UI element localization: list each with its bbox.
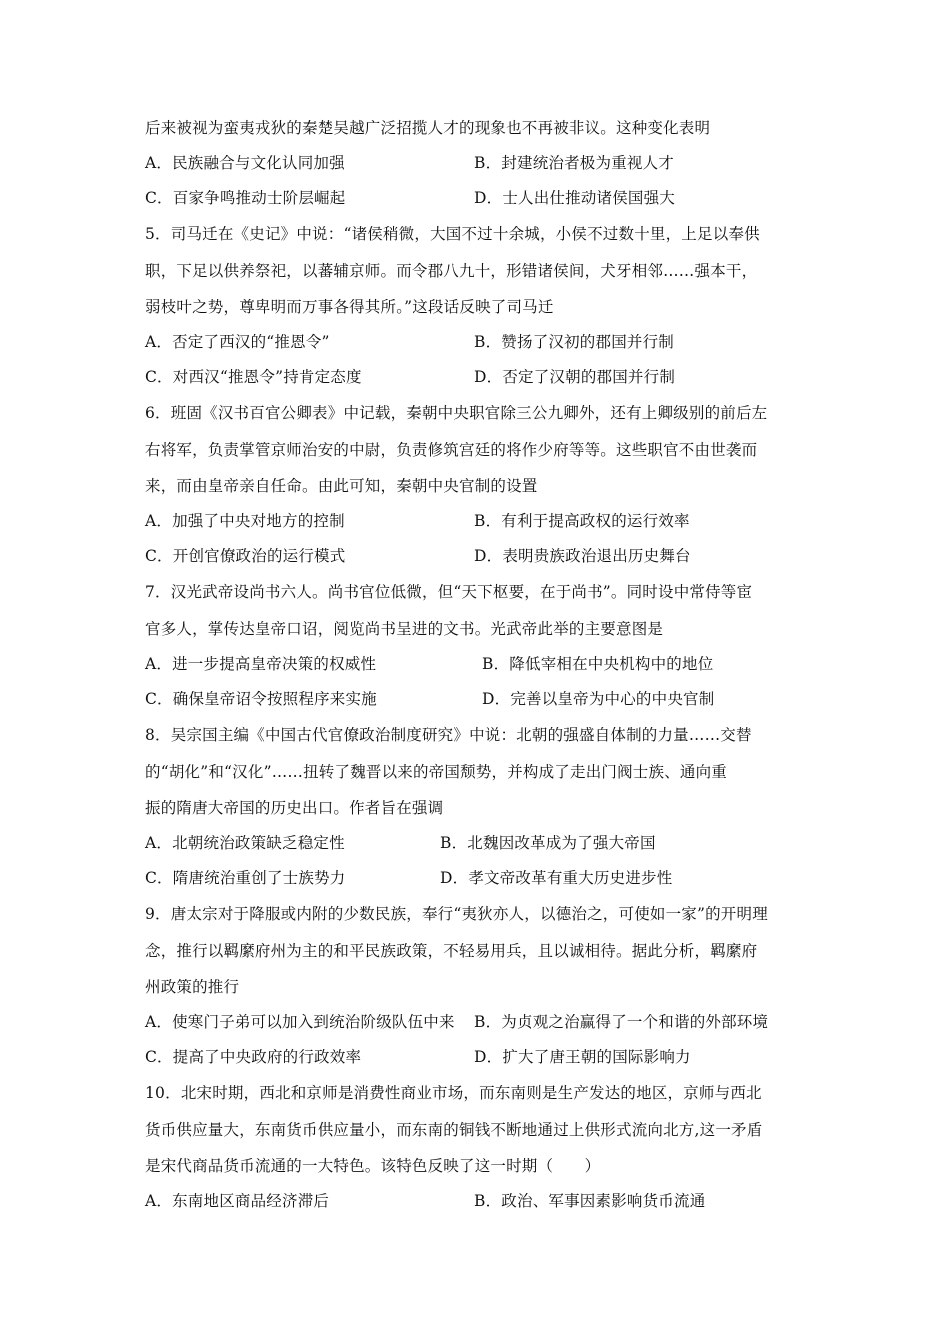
q7-option-d: D．完善以皇帝为中心的中央官制 bbox=[482, 690, 715, 708]
q10-option-b: B．政治、军事因素影响货币流通 bbox=[474, 1192, 706, 1210]
q9-option-c: C．提高了中央政府的行政效率 bbox=[145, 1048, 362, 1066]
q7-option-b: B．降低宰相在中央机构中的地位 bbox=[482, 655, 714, 673]
q7-option-c: C．确保皇帝诏令按照程序来实施 bbox=[145, 690, 377, 708]
q6-option-b: B．有利于提高政权的运行效率 bbox=[474, 512, 690, 530]
q5-option-c: C．对西汉“推恩令”持肯定态度 bbox=[145, 368, 362, 386]
q9-stem-line-1: 9．唐太宗对于降服或内附的少数民族，奉行“夷狄亦人，以德治之，可使如一家”的开明理 bbox=[145, 905, 768, 923]
q6-stem-line-1: 6．班固《汉书百官公卿表》中记载，秦朝中央职官除三公九卿外，还有上卿级别的前后左 bbox=[145, 404, 768, 422]
q10-stem-line-2: 货币供应量大，东南货币供应量小，而东南的铜钱不断地通过上供形式流向北方,这一矛盾 bbox=[145, 1121, 763, 1139]
q8-option-b: B．北魏因改革成为了强大帝国 bbox=[440, 834, 656, 852]
q5-stem-line-3: 弱枝叶之势，尊卑明而万事各得其所。”这段话反映了司马迁 bbox=[145, 298, 554, 316]
q7-stem-line-1: 7．汉光武帝设尚书六人。尚书官位低微，但“天下枢要，在于尚书”。同时设中常侍等宦 bbox=[145, 583, 753, 601]
q5-stem-line-1: 5．司马迁在《史记》中说：“诸侯稍微，大国不过十余城，小侯不过数十里，上足以奉供 bbox=[145, 225, 760, 243]
q10-option-a: A．东南地区商品经济滞后 bbox=[145, 1192, 330, 1210]
q10-stem-line-1: 10．北宋时期，西北和京师是消费性商业市场，而东南则是生产发达的地区，京师与西北 bbox=[145, 1084, 762, 1102]
q4-option-c: C．百家争鸣推动士阶层崛起 bbox=[145, 189, 346, 207]
q9-stem-line-3: 州政策的推行 bbox=[145, 978, 240, 996]
q6-option-a: A．加强了中央对地方的控制 bbox=[145, 512, 345, 530]
q9-option-d: D．扩大了唐王朝的国际影响力 bbox=[474, 1048, 691, 1066]
q4-option-d: D．士人出仕推动诸侯国强大 bbox=[474, 189, 676, 207]
q6-option-d: D．表明贵族政治退出历史舞台 bbox=[474, 547, 691, 565]
q5-stem-line-2: 职，下足以供养祭祀，以蕃辅京师。而令郡八九十，形错诸侯间，犬牙相邻……强本干， bbox=[145, 262, 758, 280]
q4-option-b: B．封建统治者极为重视人才 bbox=[474, 154, 674, 172]
q5-option-d: D．否定了汉朝的郡国并行制 bbox=[474, 368, 676, 386]
q6-stem-line-2: 右将军，负责掌管京师治安的中尉，负责修筑宫廷的将作少府等等。这些职官不由世袭而 bbox=[145, 441, 758, 459]
question-4-stem-tail: 后来被视为蛮夷戎狄的秦楚吴越广泛招揽人才的现象也不再被非议。这种变化表明 bbox=[145, 119, 711, 137]
q5-option-a: A．否定了西汉的“推恩令” bbox=[145, 333, 330, 351]
q8-stem-line-1: 8．吴宗国主编《中国古代官僚政治制度研究》中说：北朝的强盛自体制的力量……交替 bbox=[145, 726, 752, 744]
q7-stem-line-2: 官多人，掌传达皇帝口诏，阅览尚书呈进的文书。光武帝此举的主要意图是 bbox=[145, 620, 664, 638]
q6-option-c: C．开创官僚政治的运行模式 bbox=[145, 547, 346, 565]
q8-option-c: C．隋唐统治重创了士族势力 bbox=[145, 869, 346, 887]
q8-stem-line-2: 的“胡化”和“汉化”……扭转了魏晋以来的帝国颓势，并构成了走出门阀士族、通向重 bbox=[145, 763, 727, 781]
q9-option-b: B．为贞观之治赢得了一个和谐的外部环境 bbox=[474, 1013, 769, 1031]
q8-option-a: A．北朝统治政策缺乏稳定性 bbox=[145, 834, 345, 852]
q9-option-a: A．使寒门子弟可以加入到统治阶级队伍中来 bbox=[145, 1013, 455, 1031]
q4-option-a: A．民族融合与文化认同加强 bbox=[145, 154, 345, 172]
q5-option-b: B．赞扬了汉初的郡国并行制 bbox=[474, 333, 674, 351]
q8-stem-line-3: 振的隋唐大帝国的历史出口。作者旨在强调 bbox=[145, 799, 444, 817]
q9-stem-line-2: 念，推行以羁縻府州为主的和平民族政策，不轻易用兵，且以诚相待。据此分析，羁縻府 bbox=[145, 942, 758, 960]
q7-option-a: A．进一步提高皇帝决策的权威性 bbox=[145, 655, 377, 673]
q10-stem-line-3: 是宋代商品货币流通的一大特色。该特色反映了这一时期（ ） bbox=[145, 1157, 601, 1175]
q6-stem-line-3: 来，而由皇帝亲自任命。由此可知，秦朝中央官制的设置 bbox=[145, 477, 538, 495]
q8-option-d: D．孝文帝改革有重大历史进步性 bbox=[440, 869, 673, 887]
